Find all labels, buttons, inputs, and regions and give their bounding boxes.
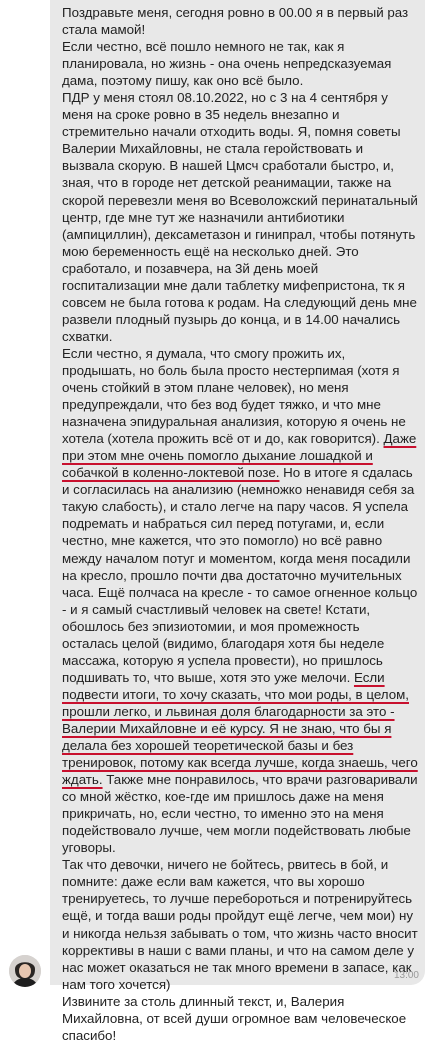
message-paragraph-thanks: Извините за столь длинный текст, и, Валерия Михайловна, от всей души огромное вам человеческое спасибо! [62, 993, 407, 1043]
labor-text-part-1: Если честно, я думала, что смогу прожить их, продышать, но боль была просто нестерпимая (хотя я очень стойкий в этом плане человек), но меня предупреждали, что без вод будет тяжко, и что мне назначена эпидуральная анализия, которую я очень не хотела (хотела прожить всё от и до, как говорится). [62, 345, 406, 447]
message-paragraph-intro: Если честно, всё пошло немного не так, как я планировала, но жизнь - она очень непредсказуемая дама, поэтому пишу, как оно всё было. [62, 39, 392, 89]
message-timestamp: 13:00 [393, 970, 419, 981]
labor-text-part-3: Также мне понравилось, что врачи разговаривали со мной жёстко, кое-где им пришлось даже на меня прикричать, но, если честно, то именно это на меня подействовало лучше, чем могли подействовать любые уговоры. [62, 772, 418, 856]
underlined-breathing-note: Даже при этом мне очень помогло дыхание лошадкой и собачкой в коленно-локтевой позе. [62, 431, 417, 481]
avatar-photo-icon [9, 955, 41, 987]
message-paragraph-labor [62, 345, 418, 856]
message-text [62, 4, 418, 1044]
user-avatar[interactable] [9, 955, 41, 987]
message-paragraph-advice: Так что девочки, ничего не бойтесь, рвитесь в бой, и помните: даже если вам кажется, что вы хорошо тренируетесь, то лучше перебороться и потренируйтесь ещё, и тогда ваши роды пройдут ещё легче, чем мои) ну и никогда нельзя забывать о том, что жизнь часто вносит коррективы в наши с вами планы, и что на самом деле у нас может оказаться не так много времени в запасе, как нам того хочется) [62, 857, 418, 992]
underlined-summary-note: Если подвести итоги, то хочу сказать, что мои роды, в целом, прошли легко, и львиная доля благодарности за это - Валерии Михайловне и её курсу. Я не знаю, что бы я делала без хорошей теоретической базы и без тренировок, потому как всегда лучше, когда знаешь, чего ждать. [62, 669, 418, 788]
labor-text-part-2: Но в итоге я сдалась и согласилась на анализию (немножко ненавидя себя за такую слабость), и стало легче на пару часов. Я успела подремать и набраться сил перед потугами, и, если честно, мне кажется, что это помогло) но всё равно между началом потуг и моментом, когда меня посадили на кресло, прошло почти два достаточно мучительных часа. Ещё полчаса на кресле - то самое огненное кольцо - и я самый счастливый человек на свете! Кстати, обошлось без эпизиотомии, и моя промежность осталась целой (видимо, благодаря хотя бы неделе массажа, которую я успела провести), но пришлось подшивать то, что выше, хотя это уже мелочи. [62, 465, 418, 685]
message-paragraph-story: ПДР у меня стоял 08.10.2022, но с 3 на 4 сентября у меня на сроке ровно в 35 недель внезапно и стремительно начали отходить воды. Я, помня советы Валерии Михайловны, не стала геройствовать и вызвала скорую. В нашей Цмсч сработали быстро, и, зная, что в городе нет детской реанимации, также на скорой перевезли меня во Всеволожский перинатальный центр, где мне тут же назначили антибиотики (ампициллин), дексаметазон и гинипрал, чтобы потянуть мою беременность ещё на несколько дней. Это сработало, и позавчера, на 3й день моей госпитализации мне дали таблетку мифепристона, тк я совсем не была готова к родам. На следующий день мне развели плодный пузырь до конца, и в 14.00 начались схватки. [62, 90, 418, 344]
message-paragraph-greeting: Поздравьте меня, сегодня ровно в 00.00 я в первый раз стала мамой! [62, 5, 409, 38]
